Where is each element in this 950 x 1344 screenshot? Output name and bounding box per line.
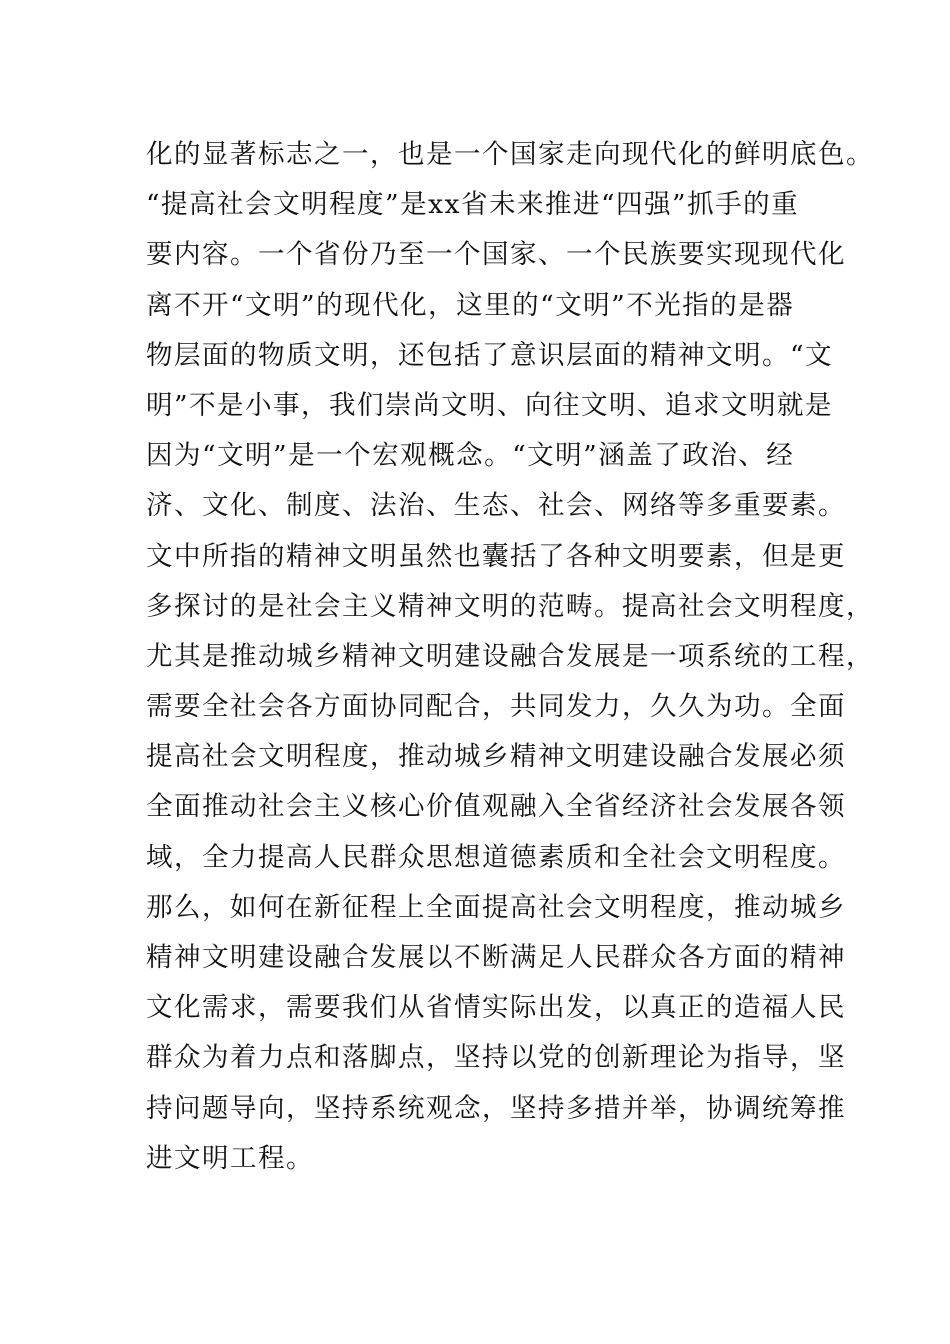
text-line: 那么，如何在新征程上全面提高社会文明程度，推动城乡 bbox=[146, 891, 846, 923]
text-line: 尤其是推动城乡精神文明建设融合发展是一项系统的工程， bbox=[146, 640, 874, 672]
body-paragraph bbox=[146, 130, 874, 1184]
text-line: 提高社会文明程度，推动城乡精神文明建设融合发展必须 bbox=[146, 741, 846, 773]
text-line: 群众为着力点和落脚点，坚持以党的创新理论为指导，坚 bbox=[146, 1042, 846, 1074]
text-line: 物层面的物质文明，还包括了意识层面的精神文明。“文 bbox=[146, 339, 834, 371]
text-line: 因为“文明”是一个宏观概念。“文明”涵盖了政治、经 bbox=[146, 440, 795, 472]
text-line: 化的显著标志之一，也是一个国家走向现代化的鲜明底色。 bbox=[146, 139, 874, 170]
text-line: 文化需求，需要我们从省情实际出发，以真正的造福人民 bbox=[146, 992, 846, 1024]
text-line: 全面推动社会主义核心价值观融入全省经济社会发展各领 bbox=[146, 791, 846, 823]
text-line: “提高社会文明程度”是xx省未来推进“四强”抓手的重 bbox=[146, 189, 800, 221]
text-line: 持问题导向，坚持系统观念，坚持多措并举，协调统筹推 bbox=[146, 1092, 846, 1124]
text-line: 精神文明建设融合发展以不断满足人民群众各方面的精神 bbox=[146, 942, 846, 973]
text-line: 需要全社会各方面协同配合，共同发力，久久为功。全面 bbox=[146, 691, 846, 723]
text-line: 明”不是小事，我们崇尚文明、向往文明、追求文明就是 bbox=[146, 389, 834, 421]
text-line: 离不开“文明”的现代化，这里的“文明”不光指的是器 bbox=[146, 289, 795, 321]
text-line: 多探讨的是社会主义精神文明的范畴。提高社会文明程度， bbox=[146, 590, 874, 622]
text-line: 文中所指的精神文明虽然也囊括了各种文明要素，但是更 bbox=[146, 540, 846, 572]
text-line: 域，全力提高人民群众思想道德素质和全社会文明程度。 bbox=[146, 841, 846, 873]
text-line: 济、文化、制度、法治、生态、社会、网络等多重要素。 bbox=[146, 490, 846, 522]
text-line: 进文明工程。 bbox=[146, 1142, 314, 1174]
text-line: 要内容。一个省份乃至一个国家、一个民族要实现现代化 bbox=[146, 239, 846, 271]
